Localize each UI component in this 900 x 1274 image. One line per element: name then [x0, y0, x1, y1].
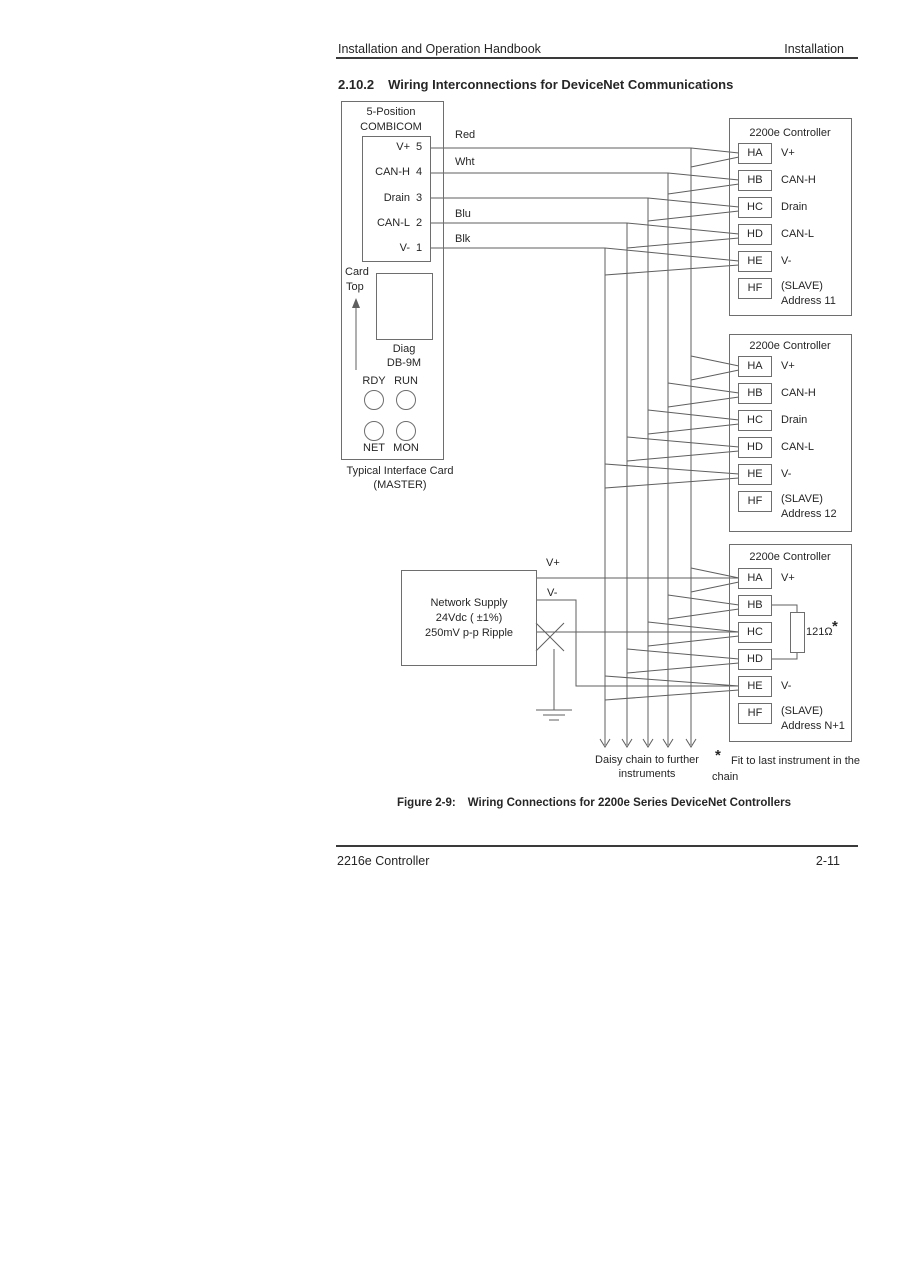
diag-connector-outline	[376, 273, 433, 340]
interface-card-caption-line2: (MASTER)	[373, 479, 427, 491]
resistor-asterisk: *	[832, 618, 838, 635]
terminal-label: (SLAVE)	[781, 493, 823, 505]
network-supply-line2: 24Vdc ( ±1%)	[435, 612, 503, 624]
pin-number: 2	[416, 217, 423, 229]
wire-label-blk: Blk	[455, 233, 471, 245]
terminal-label: V+	[781, 360, 795, 372]
diag-label-line2: DB-9M	[386, 357, 422, 369]
wire-label-red: Red	[455, 129, 476, 141]
network-supply-line3: 250mV p-p Ripple	[424, 627, 514, 639]
supply-vplus-label: V+	[546, 557, 560, 569]
supply-wiring	[536, 578, 738, 686]
combicom-label-line1: 5-Position	[366, 106, 416, 118]
controller-address: Address 11	[781, 295, 836, 307]
wire-label-wht: Wht	[455, 156, 475, 168]
terminal-label: V+	[781, 572, 795, 584]
terminal-label: V+	[781, 147, 795, 159]
terminal-box: HF	[738, 491, 772, 512]
header-right: Installation	[784, 42, 844, 56]
terminal-box: HE	[738, 251, 772, 272]
pin-number: 4	[416, 166, 423, 178]
terminal-box: HE	[738, 676, 772, 697]
terminal-label: CAN-L	[781, 228, 815, 240]
section-heading	[338, 77, 733, 92]
controller-title: 2200e Controller	[749, 127, 831, 139]
pin-label: V+	[396, 141, 410, 153]
interface-card-caption-line1: Typical Interface Card	[346, 465, 454, 477]
pin-label: Drain	[383, 192, 410, 204]
pin-label: CAN-H	[375, 166, 410, 178]
terminal-box: HF	[738, 278, 772, 299]
terminal-box: HA	[738, 143, 772, 164]
resistor-body	[790, 612, 805, 653]
led-label-mon: MON	[393, 442, 419, 454]
pin-number: 1	[416, 242, 423, 254]
terminal-box: HB	[738, 170, 772, 191]
terminal-label: V-	[781, 468, 792, 480]
section-number: 2.10.2	[338, 77, 375, 92]
pin-label: CAN-L	[376, 217, 410, 229]
wire-label-blu: Blu	[455, 208, 471, 220]
header-left: Installation and Operation Handbook	[338, 42, 541, 56]
terminal-label: (SLAVE)	[781, 705, 823, 717]
footer-right: 2-11	[815, 854, 840, 868]
section-title: Wiring Interconnections for DeviceNet Communications	[388, 77, 734, 92]
footnote-asterisk: *	[715, 747, 721, 764]
terminal-box: HC	[738, 410, 772, 431]
figure-caption-label: Figure 2-9:	[396, 797, 456, 809]
combicom-label-line2: COMBICOM	[360, 121, 422, 133]
led-label-net: NET	[363, 442, 385, 454]
terminal-label: V-	[781, 255, 792, 267]
network-supply-line1: Network Supply	[430, 597, 508, 609]
terminal-box: HA	[738, 356, 772, 377]
led-label-run: RUN	[394, 375, 418, 387]
terminal-box: HC	[738, 622, 772, 643]
terminal-box: HD	[738, 649, 772, 670]
footer-rule	[336, 845, 858, 847]
terminal-box: HA	[738, 568, 772, 589]
daisy-chain-label-line1: Daisy chain to further	[595, 754, 699, 766]
terminal-label: CAN-H	[781, 174, 816, 186]
ground-symbol	[536, 623, 572, 720]
terminal-label: (SLAVE)	[781, 280, 823, 292]
card-top-label-line2: Top	[346, 281, 364, 293]
controller-title: 2200e Controller	[749, 551, 831, 563]
header-rule	[336, 57, 858, 59]
footer-left: 2216e Controller	[337, 854, 430, 868]
terminal-box: HB	[738, 595, 772, 616]
terminal-box: HB	[738, 383, 772, 404]
controller-address: Address 12	[781, 508, 837, 520]
terminal-box: HD	[738, 437, 772, 458]
pin-number: 3	[416, 192, 423, 204]
controller-title: 2200e Controller	[749, 340, 831, 352]
terminal-label: V-	[781, 680, 792, 692]
footnote-line2: chain	[712, 771, 739, 783]
terminal-label: Drain	[781, 414, 808, 426]
supply-vminus-label: V-	[547, 587, 558, 599]
resistor-value: 121Ω	[806, 626, 833, 638]
controller-address: Address N+1	[781, 720, 845, 732]
terminal-label: Drain	[781, 201, 808, 213]
daisy-chain-label-line2: instruments	[618, 768, 676, 780]
terminal-box: HC	[738, 197, 772, 218]
terminal-label: CAN-H	[781, 387, 816, 399]
footnote-line1: Fit to last instrument in the	[731, 755, 860, 767]
pin-number: 5	[416, 141, 423, 153]
led-label-rdy: RDY	[362, 375, 386, 387]
diag-label-line1: Diag	[392, 343, 416, 355]
card-top-label-line1: Card	[345, 266, 369, 278]
terminal-label: CAN-L	[781, 441, 815, 453]
terminal-box: HE	[738, 464, 772, 485]
terminal-box: HD	[738, 224, 772, 245]
figure-caption-title: Wiring Connections for 2200e Series DeviceNet Controllers	[467, 797, 792, 809]
figure-caption	[330, 796, 858, 810]
pin-label: V-	[399, 242, 410, 254]
terminal-box: HF	[738, 703, 772, 724]
